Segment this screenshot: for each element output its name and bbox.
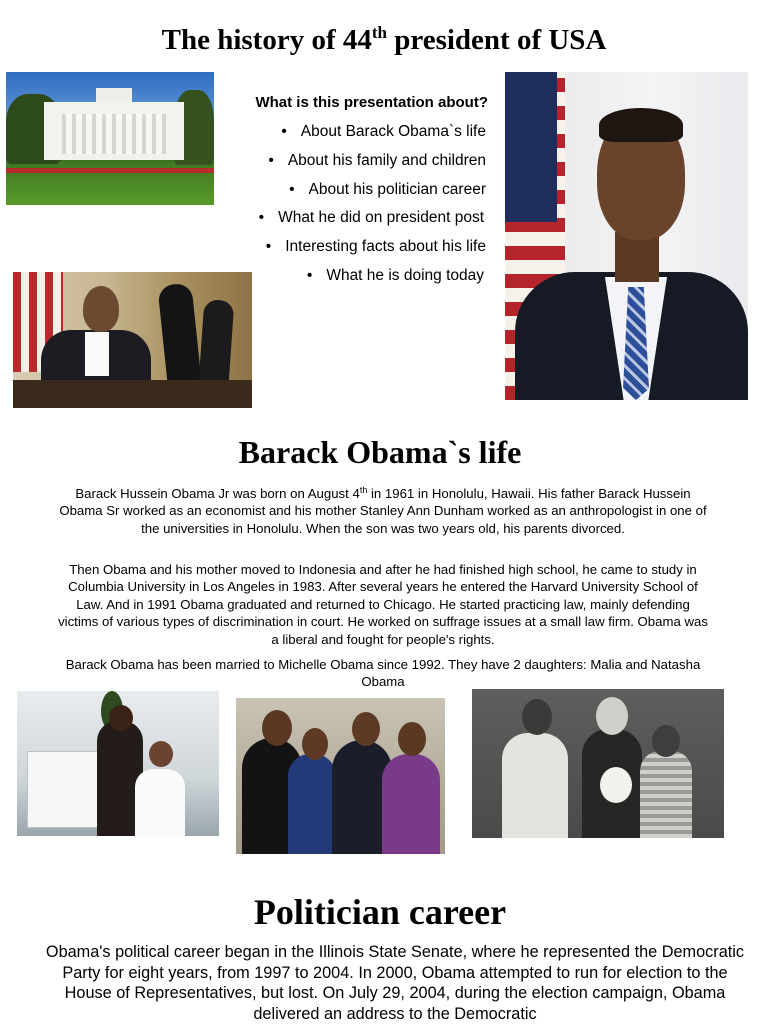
bullet-icon: • bbox=[258, 209, 265, 226]
life-paragraph-2: Then Obama and his mother moved to Indonesia and after he had finished high school, he came to study in Columbia University in Los Angeles in 1983. After several years he entered the Harvard University School of Law. And in 1991 Obama graduated and returned to Chicago. He started practicing law, mainly defending victims of various types of discrimination in court. He worked on suffrage issues at a small law firm. Obama was a liberal and fought for people's rights. bbox=[58, 562, 708, 647]
bullet-icon: • bbox=[306, 267, 313, 284]
life-paragraph-3: Barack Obama has been married to Michelle Obama since 1992. They have 2 daughters: Malia and Natasha Obama bbox=[65, 657, 701, 690]
bullet-icon: • bbox=[281, 123, 287, 140]
life-paragraph-1: Barack Hussein Obama Jr was born on August 4th in 1961 in Honolulu, Hawaii. His father Barack Hussein Obama Sr worked as an economist and his mother Stanley Ann Dunham worked as an anthropologist in one of the universities in Honolulu. When the son was two years old, his parents divorced. bbox=[59, 485, 707, 536]
childhood-photo bbox=[17, 691, 219, 836]
family-photo bbox=[236, 698, 445, 854]
career-section-title: Politician career bbox=[253, 892, 507, 932]
page-title: The history of 44th president of USA bbox=[161, 23, 607, 56]
intro-item: • About his family and children bbox=[268, 152, 486, 169]
life-section-title: Barack Obama`s life bbox=[238, 434, 522, 470]
intro-item: • Interesting facts about his life bbox=[265, 238, 486, 255]
intro-item: • What he is doing today bbox=[306, 267, 484, 284]
intro-item: • About his politician career bbox=[289, 181, 486, 198]
intro-heading: What is this presentation about? bbox=[255, 94, 488, 111]
bullet-icon: • bbox=[289, 181, 295, 198]
old-family-photo bbox=[472, 689, 724, 838]
official-portrait-photo bbox=[505, 72, 748, 400]
career-paragraph: Obama's political career began in the Illinois State Senate, where he represented the Democratic Party for eight years, from 1997 to 2004. In 2000, Obama attempted to run for election to the House of Representatives, but lost. On July 29, 2004, during the election campaign, Obama delivered an address to the Democratic bbox=[45, 943, 745, 1023]
white-house-photo bbox=[6, 72, 214, 205]
bullet-icon: • bbox=[268, 152, 274, 169]
intro-item: • What he did on president post bbox=[258, 209, 484, 226]
bullet-icon: • bbox=[265, 238, 272, 255]
oval-office-photo bbox=[13, 272, 252, 408]
intro-item: • About Barack Obama`s life bbox=[281, 123, 486, 140]
